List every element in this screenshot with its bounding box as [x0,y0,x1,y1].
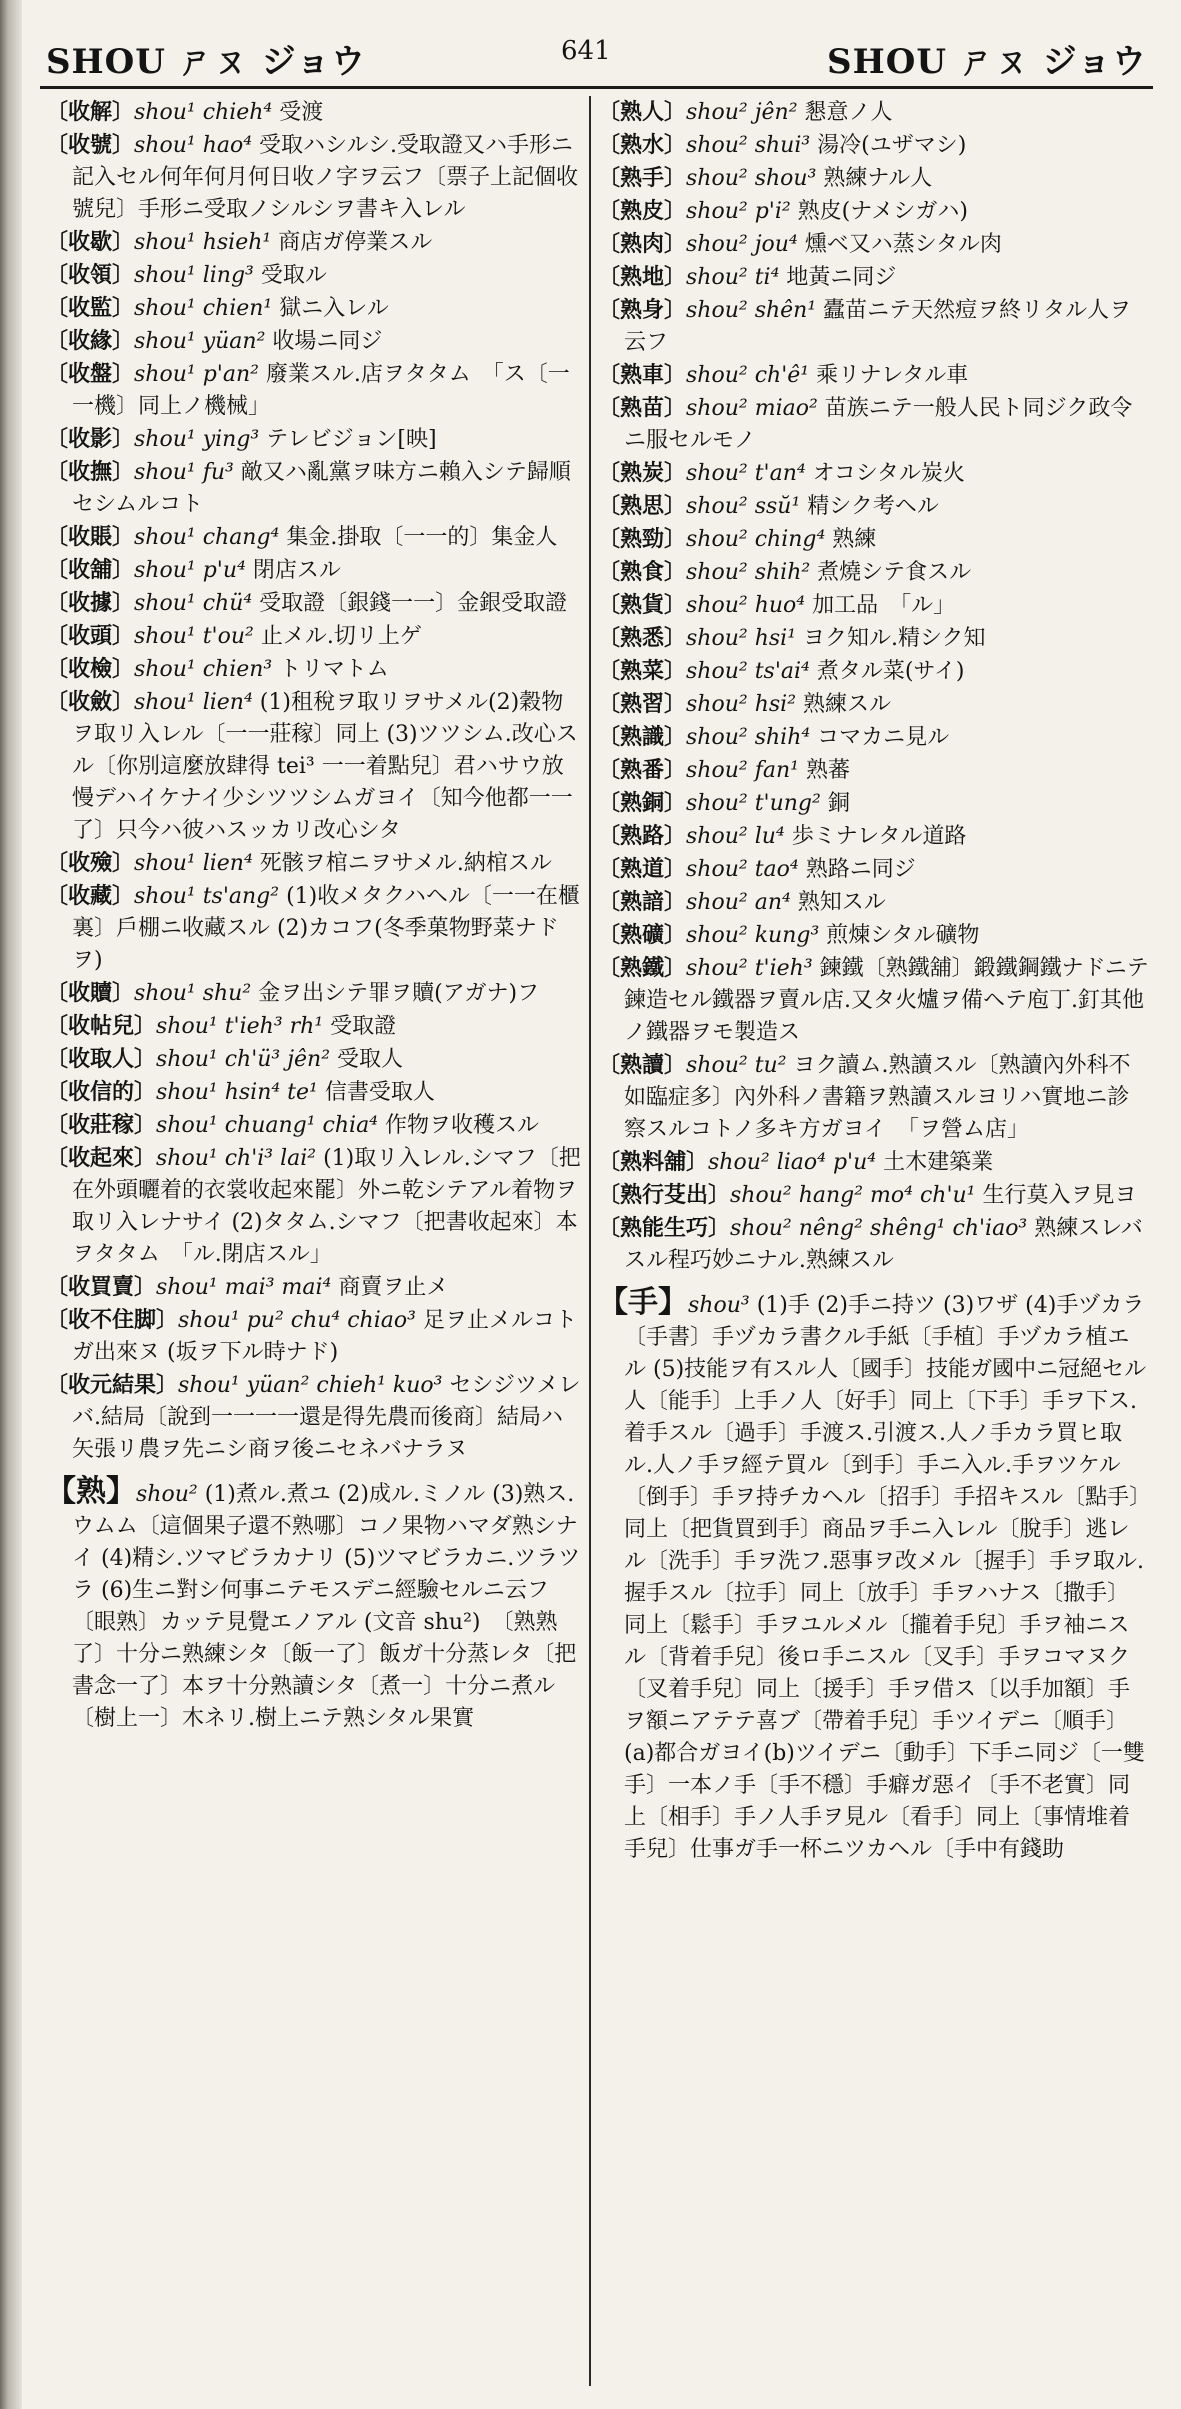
entry-definition: オコシタル炭火 [805,461,965,486]
entry-definition: 加工品 「ル」 [805,593,956,618]
entry-headword: 〔熟思〕 [598,493,687,519]
entry-definition: 金ヲ出シテ罪ヲ贖(アガナ)フ [251,981,540,1006]
header-rule [40,86,1153,89]
entry-definition: 熟練 [825,527,877,552]
entry-romanization: shou¹ lien⁴ [134,851,253,876]
dictionary-entry [46,129,584,226]
main-entry [598,1287,1150,1866]
page-number: 641 [561,36,611,66]
entry-headword: 〔收元結果〕 [46,1372,179,1398]
dictionary-entry [46,259,584,292]
dictionary-entry [46,1109,584,1142]
dictionary-entry [46,686,584,847]
entry-romanization: shou² ssŭ¹ [686,494,801,519]
dictionary-entry [598,919,1150,952]
entry-definition: 鍊鐵〔熟鐵舖〕鍛鐵鋼鐵ナドニテ鍊造セル鐵器ヲ賣ル店.又タ火爐ヲ備ヘテ庖丁.釘其他ノ鐵器ヲモ製造ス [624,956,1149,1045]
entry-headword: 〔收監〕 [46,295,135,321]
page-binding-edge [0,0,22,2409]
entry-headword: 〔收舖〕 [46,557,135,583]
entry-romanization: shou² ti⁴ [686,265,780,290]
entry-definition: ヨク讀ム.熟讀スル〔熟讀內外科不如臨症多〕內外科ノ書籍ヲ熟讀スルヨリハ實地ニ診察スルコトノ多キ方ガヨイ 「ヲ營ム店」 [624,1053,1131,1142]
dictionary-entry [598,392,1150,457]
entry-definition: 蠹苗ニテ天然痘ヲ終リタル人ヲ云フ [624,298,1132,355]
entry-headword: 〔熟諳〕 [598,889,687,915]
entry-definition: 煎煉シタル礦物 [819,923,980,948]
entry-headword: 〔熟習〕 [598,691,687,717]
entry-headword: 〔收頭〕 [46,623,135,649]
entry-headword: 〔收莊稼〕 [46,1112,157,1138]
entry-definition: 歩ミナレタル道路 [784,824,967,849]
entry-definition: (1)收メタクハヘル〔一一在櫃裏〕戶棚ニ收藏スル (2)カコフ(冬季菓物野菜ナドヲ) [72,884,580,973]
dictionary-entry [46,1304,584,1369]
dictionary-entry [598,688,1150,721]
entry-headword: 〔熟讀〕 [598,1052,687,1078]
entry-definition: 熟路ニ同ジ [798,857,916,882]
dictionary-entry [598,589,1150,622]
entry-romanization: shou² nêng² shêng¹ ch'iao³ [730,1216,1028,1241]
dictionary-entry [598,195,1150,228]
dictionary-entry [46,977,584,1010]
header-right-guide-word: SHOU ㄕㄡ ジョウ [827,42,1147,82]
entry-headword: 〔熟貨〕 [598,592,687,618]
entry-definition: 湯冷(ユザマシ) [810,133,967,158]
entry-headword: 〔熟料舖〕 [598,1149,709,1175]
entry-romanization: shou² lu⁴ [686,824,785,849]
dictionary-entry [598,359,1150,392]
entry-definition: 信書受取人 [317,1080,435,1105]
dictionary-entry [46,1043,584,1076]
dictionary-entry [598,1179,1150,1212]
dictionary-entry [598,787,1150,820]
entry-headword: 〔收取人〕 [46,1046,157,1072]
entry-definition: 乘リナレタル車 [809,363,969,388]
entry-romanization: shou¹ chien¹ [134,296,273,321]
entry-romanization: shou³ [688,1293,750,1318]
entry-definition: 受取證 [323,1014,397,1039]
entry-definition: 作物ヲ收穫スル [378,1113,540,1138]
entry-definition: 煮タル菜(サイ) [809,659,965,684]
entry-definition: 銅 [820,791,850,816]
entry-definition: コマカニ見ル [810,725,950,750]
entry-headword: 【熟】 [46,1474,136,1509]
entry-romanization: shou² t'ieh³ [686,956,813,981]
entry-headword: 〔熟行芟出〕 [598,1182,731,1208]
entry-definition: 敵又ハ亂黨ヲ味方ニ賴入シテ歸順セシムルコト [72,460,571,517]
entry-romanization: shou¹ ying³ [134,427,260,452]
entry-headword: 〔收盤〕 [46,361,135,387]
entry-romanization: shou² ching⁴ [686,527,826,552]
dictionary-entry [598,1049,1150,1146]
entry-headword: 〔熟識〕 [598,724,687,750]
entry-headword: 〔收買賣〕 [46,1274,157,1300]
dictionary-entry [598,129,1150,162]
entry-romanization: shou² shih² [686,560,811,585]
entry-romanization: shou² shên¹ [686,298,817,323]
entry-romanization: shou² ch'ê¹ [686,363,810,388]
page-header [46,30,1147,84]
entry-definition: 精シク考ヘル [800,494,939,519]
dictionary-entry [46,554,584,587]
entry-headword: 〔收帖兒〕 [46,1013,157,1039]
entry-definition: 受取ル [253,263,327,288]
entry-definition: 熟練ナル人 [816,166,933,191]
entry-romanization: shou² shou³ [686,166,817,191]
entry-headword: 〔熟番〕 [598,757,687,783]
entry-definition: (1)煮ル.煮ユ (2)成ル.ミノル (3)熟ス.ウムム〔這個果子還不熟哪〕コノ果物ハマダ熟シナイ (4)精シ.ツマビラカナリ (5)ツマビラカニ.ツラツラ (6)生ニ對シ何事ニテモスデニ經驗セルニ云フ〔眼熟〕カッテ見覺エノアル (文音 shu²) 〔熟熟了〕十分ニ熟練シタ〔飯一了〕飯ガ十分蒸レタ〔把書念一了〕本ヲ十分熟讀シタ〔煮一〕十分ニ煮ル〔樹上一〕木ネリ.樹上ニテ熟シタル果實 [72,1482,581,1731]
entry-romanization: shou¹ mai³ mai⁴ [156,1275,332,1300]
entry-headword: 〔熟礦〕 [598,922,687,948]
entry-definition: 閉店スル [245,558,341,583]
entry-definition: (1)取リ入レル.シマフ〔把在外頭曬着的衣裳收起來罷〕外ニ乾シテアル着物ヲ取リ入レナサイ (2)タタム.シマフ〔把書收起來〕本ヲタタム 「ル.閉店スル」 [72,1146,581,1267]
entry-romanization: shou¹ ch'ü³ jên² [156,1047,331,1072]
entry-definition: 生行莫入ヲ見ヨ [975,1183,1137,1208]
dictionary-entry [46,1076,584,1109]
entry-definition: 廢業スル.店ヲタタム 「ス〔一一機〕同上ノ機械」 [72,362,570,419]
entry-definition: 熟蕃 [798,758,850,783]
entry-definition: 獄ニ入レル [272,296,389,321]
dictionary-entry [598,853,1150,886]
entry-definition: 受取ハシルシ.受取證又ハ手形ニ記入セル何年何月何日收ノ字ヲ云フ〔票子上記個收號兒〕手形ニ受取ノシルシヲ書キ入レル [72,133,579,222]
entry-headword: 〔熟水〕 [598,132,687,158]
entry-definition: 熟皮(ナメシガハ) [790,199,968,224]
entry-romanization: shou² fan¹ [686,758,799,783]
entry-headword: 〔熟身〕 [598,297,687,323]
entry-romanization: shou² shih⁴ [686,725,811,750]
entry-romanization: shou² t'an⁴ [686,461,806,486]
entry-romanization: shou¹ chang⁴ [134,525,280,550]
entry-headword: 〔熟手〕 [598,165,687,191]
entry-headword: 〔熟炭〕 [598,460,687,486]
entry-headword: 〔熟能生巧〕 [598,1215,731,1241]
dictionary-entry [598,96,1150,129]
entry-romanization: shou² jên² [686,100,798,125]
entry-definition: 止メル.切リ上ゲ [253,624,422,649]
dictionary-entry [46,620,584,653]
entry-headword: 〔熟肉〕 [598,231,687,257]
entry-definition: 熟練スレバスル程巧妙ニナル.熟練スル [624,1216,1143,1273]
dictionary-entry [598,294,1150,359]
entry-romanization: shou¹ shu² [134,981,252,1006]
right-column [598,96,1150,2386]
entry-romanization: shou² p'i² [686,199,791,224]
entry-definition: 土木建築業 [876,1150,994,1175]
entry-definition: 燻ベ又ハ蒸シタル肉 [797,232,1002,257]
entry-romanization: shou¹ t'ieh³ rh¹ [156,1014,324,1039]
entry-headword: 〔收撫〕 [46,459,135,485]
entry-definition: 足ヲ止メルコトガ出來ヌ (坂ヲ下ル時ナド) [72,1308,577,1365]
entry-headword: 〔熟食〕 [598,559,687,585]
entry-headword: 〔收緣〕 [46,328,135,354]
entry-headword: 〔收號〕 [46,132,135,158]
entry-headword: 〔收賬〕 [46,524,135,550]
dictionary-entry [598,523,1150,556]
dictionary-entry [46,847,584,880]
entry-headword: 〔熟悉〕 [598,625,687,651]
entry-romanization: shou¹ chieh⁴ [134,100,273,125]
entry-headword: 〔熟人〕 [598,99,687,125]
entry-definition: セシジツメレバ.結局〔說到一一一一還是得先農而後商〕結局ハ矢張リ農ヲ先ニシ商ヲ後ニセネバナラヌ [72,1373,581,1462]
entry-romanization: shou¹ chü⁴ [134,591,253,616]
entry-headword: 〔熟路〕 [598,823,687,849]
entry-headword: 〔收解〕 [46,99,135,125]
entry-romanization: shou¹ lien⁴ [134,690,253,715]
entry-romanization: shou² tao⁴ [686,857,799,882]
dictionary-entry [598,1212,1150,1277]
entry-definition: (1)手 (2)手ニ持ツ (3)ワザ (4)手ヅカラ〔手書〕手ヅカラ書クル手紙〔手植〕手ヅカラ植エル (5)技能ヲ有スル人〔國手〕技能ガ國中ニ冠絕セル人〔能手〕上手ノ人〔好手〕同上〔下手〕手ヲ下ス.着手スル〔過手〕手渡ス.引渡ス.人ノ手カラ買ヒ取ル.人ノ手ヲ經テ買ル〔到手〕手ニ入ル.手ヲツケル〔倒手〕手ヲ持チカヘル〔招手〕手招キスル〔點手〕同上〔把貨買到手〕商品ヲ手ニ入レル〔脫手〕逃レル〔洗手〕手ヲ洗フ.惡事ヲ改メル〔握手〕手ヲ取ル.握手スル〔拉手〕同上〔放手〕手ヲハナス〔撒手〕同上〔鬆手〕手ヲユルメル〔攏着手兒〕手ヲ袖ニスル〔背着手兒〕後ロ手ニスル〔叉手〕手ヲコマヌク〔叉着手兒〕同上〔援手〕手ヲ借ス〔以手加額〕手ヲ額ニアテテ喜ブ〔帶着手兒〕手ツイデニ〔順手〕(a)都合ガヨイ(b)ツイデニ〔動手〕下手ニ同ジ〔一雙手〕一本ノ手〔手不穩〕手癖ガ惡イ〔手不老實〕同上〔相手〕手ノ人手ヲ見ル〔看手〕同上〔事情堆着手兒〕仕事ガ手一杯ニツカヘル〔手中有錢助 [624,1293,1147,1862]
dictionary-entry [598,162,1150,195]
entry-headword: 〔熟銅〕 [598,790,687,816]
entry-romanization: shou¹ ling³ [134,263,254,288]
entry-romanization: shou¹ p'an² [134,362,259,387]
dictionary-entry [598,820,1150,853]
dictionary-entry [46,1142,584,1271]
entry-romanization: shou² an⁴ [686,890,791,915]
dictionary-entry [46,358,584,423]
entry-definition: 商賣ヲ止メ [331,1275,449,1300]
entry-headword: 〔熟勁〕 [598,526,687,552]
dictionary-entry [598,655,1150,688]
entry-romanization: shou¹ p'u⁴ [134,558,246,583]
entry-romanization: shou² hsi² [686,692,797,717]
column-divider [589,96,591,2386]
entry-headword: 〔熟地〕 [598,264,687,290]
entry-headword: 〔熟鐵〕 [598,955,687,981]
entry-definition: 集金.掛取〔一一的〕集金人 [279,525,558,550]
entry-headword: 〔熟車〕 [598,362,687,388]
dictionary-entry [46,1271,584,1304]
entry-headword: 〔收斂〕 [46,689,135,715]
left-column [46,96,584,2386]
dictionary-entry [598,261,1150,294]
entry-romanization: shou¹ chuang¹ chia⁴ [156,1113,379,1138]
dictionary-entry [598,556,1150,589]
header-left-guide-word: SHOU ㄕㄡ ジョウ [46,42,366,82]
dictionary-entry [46,1010,584,1043]
entry-headword: 〔熟菜〕 [598,658,687,684]
entry-headword: 〔收信的〕 [46,1079,157,1105]
entry-headword: 〔收起來〕 [46,1145,157,1171]
dictionary-entry [46,423,584,456]
entry-romanization: shou¹ ch'i³ lai² [156,1146,317,1171]
dictionary-entry [598,490,1150,523]
dictionary-entry [598,952,1150,1049]
entry-definition: 死骸ヲ棺ニヲサメル.納棺スル [252,851,552,876]
dictionary-entry [598,457,1150,490]
entry-definition: 熟知スル [790,890,886,915]
entry-romanization: shou¹ yüan² chieh¹ kuo³ [178,1373,443,1398]
entry-romanization: shou¹ pu² chu⁴ chiao³ [178,1308,416,1333]
dictionary-entry [46,1369,584,1466]
entry-romanization: shou² miao² [686,396,818,421]
entry-definition: 熟練スル [796,692,892,717]
dictionary-entry [598,754,1150,787]
entry-headword: 〔收不住脚〕 [46,1307,179,1333]
entry-romanization: shou¹ fu³ [134,460,234,485]
entry-romanization: shou¹ chien³ [134,657,273,682]
entry-definition: ヨク知ル.精シク知 [796,626,986,651]
dictionary-entry [46,521,584,554]
entry-headword: 〔收影〕 [46,426,135,452]
entry-definition: 商店ガ停業スル [271,230,433,255]
entry-headword: 〔收領〕 [46,262,135,288]
entry-definition: 受取人 [330,1047,404,1072]
entry-romanization: shou² hang² mo⁴ ch'u¹ [730,1183,976,1208]
entry-romanization: shou¹ yüan² [134,329,266,354]
entry-romanization: shou¹ t'ou² [134,624,254,649]
dictionary-entry [598,1146,1150,1179]
entry-headword: 〔熟皮〕 [598,198,687,224]
entry-headword: 〔熟苗〕 [598,395,687,421]
dictionary-entry [598,228,1150,261]
entry-romanization: shou² ts'ai⁴ [686,659,810,684]
entry-romanization: shou² liao⁴ p'u⁴ [708,1150,877,1175]
entry-headword: 〔收檢〕 [46,656,135,682]
dictionary-entry [598,886,1150,919]
entry-definition: 懇意ノ人 [797,100,893,125]
dictionary-entry [46,653,584,686]
entry-definition: 受取證〔銀錢一一〕金銀受取證 [252,591,568,616]
dictionary-entry [46,880,584,977]
entry-headword: 〔收藏〕 [46,883,135,909]
dictionary-entry [46,456,584,521]
dictionary-entry [46,292,584,325]
entry-definition: 收場ニ同ジ [265,329,383,354]
main-entry [46,1476,584,1735]
dictionary-entry [46,226,584,259]
entry-romanization: shou¹ hsin⁴ te¹ [156,1080,318,1105]
entry-romanization: shou² t'ung² [686,791,821,816]
entry-romanization: shou² jou⁴ [686,232,798,257]
entry-headword: 〔收據〕 [46,590,135,616]
entry-romanization: shou¹ ts'ang² [134,884,280,909]
entry-romanization: shou² hsi¹ [686,626,797,651]
entry-definition: 苗族ニテ一般人民ト同ジク政令ニ服セルモノ [624,396,1133,453]
entry-headword: 〔熟道〕 [598,856,687,882]
entry-definition: (1)租稅ヲ取リヲサメル(2)穀物ヲ取リ入レル〔一一莊稼〕同上 (3)ツツシム.改心スル〔你別這麼放肆得 tei³ 一一着點兒〕君ハサウ放慢デハイケナイ少シツツシムガヨイ〔知今他都一一了〕只今ハ彼ハスッカリ改心シタ [72,690,578,843]
entry-romanization: shou² huo⁴ [686,593,806,618]
entry-headword: 〔收贖〕 [46,980,135,1006]
entry-definition: トリマトム [272,657,389,682]
entry-romanization: shou¹ hao⁴ [134,133,253,158]
entry-headword: 【手】 [598,1285,688,1320]
entry-romanization: shou² [136,1482,198,1507]
dictionary-entry [598,622,1150,655]
dictionary-entry [46,587,584,620]
entry-romanization: shou² shui³ [686,133,811,158]
entry-romanization: shou² kung³ [686,923,820,948]
dictionary-entry [598,721,1150,754]
dictionary-entry [46,96,584,129]
dictionary-entry [46,325,584,358]
entry-definition: 受渡 [272,100,324,125]
entry-definition: 地黃ニ同ジ [779,265,897,290]
entry-definition: 煮燒シテ食スル [810,560,972,585]
entry-definition: テレビジョン[映] [259,427,437,452]
entry-romanization: shou² tu² [686,1053,787,1078]
entry-headword: 〔收殮〕 [46,850,135,876]
entry-romanization: shou¹ hsieh¹ [134,230,272,255]
entry-headword: 〔收歇〕 [46,229,135,255]
